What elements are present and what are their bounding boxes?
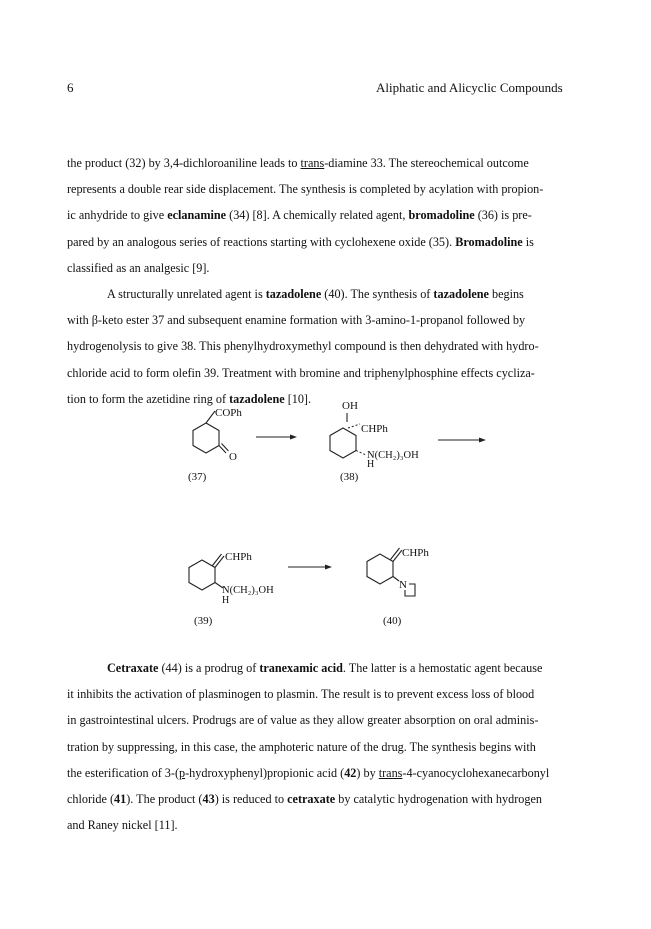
text-line: the product (32) by 3,4-dichloroaniline leads to trans-diamine 33. The stereochemical outcome [67,156,529,170]
text-line: in gastrointestinal ulcers. Prodrugs are of value as they allow greater absorption on oral adminis- [67,713,539,728]
bond [206,411,215,423]
compound-number: (40) [383,615,402,627]
text-line: chloride acid to form olefin 39. Treatment with bromine and triphenylphosphine effects cycliza- [67,365,535,380]
text-line: the esterification of 3-(p-hydroxyphenyl)propionic acid (42) by trans-4-cyanocyclohexanecarbonyl [67,765,550,780]
substituent-label: COPh [215,407,242,419]
text-line: pared by an analogous series of reactions starting with cyclohexene oxide (35). Bromadoline is [67,234,534,249]
double-bond [215,556,224,568]
substituent-label: CHPh [361,423,388,435]
text-line: classified as an analgesic [9]. [67,260,210,275]
oxygen-label: O [229,451,237,463]
text-line: it inhibits the activation of plasminogen to plasmin. The result is to prevent excess loss of blood [67,687,535,702]
hydrogen-label: H [222,595,230,606]
amine-label: N(CH₂)₃OH [367,450,419,461]
compound-38 [330,400,419,483]
text-line: with β-keto ester 37 and subsequent enamine formation with 3-amino-1-propanol followed by [67,313,526,328]
cyclohexane-ring [330,428,356,458]
compound-number: (39) [194,615,213,627]
cyclohexane-ring [189,560,215,590]
amine-label: N(CH₂)₃OH [222,585,274,596]
compound-37 [188,407,242,483]
cyclohexane-ring [193,423,219,453]
text-line: and Raney nickel [11]. [67,818,178,833]
text-line: represents a double rear side displacement. The synthesis is completed by acylation with propion- [67,182,544,197]
text-line: tration by suppressing, in this case, the amphoteric nature of the drug. The synthesis begins with [67,739,536,754]
running-title: Aliphatic and Alicyclic Compounds [376,80,563,95]
azetidine-nitrogen: N [399,579,407,591]
reaction-scheme [0,385,651,650]
double-bond [213,554,222,566]
arrowhead [479,438,486,443]
wedge-bond [356,451,366,456]
text-line: A structurally unrelated agent is tazadolene (40). The synthesis of tazadolene begins [107,287,524,301]
hydrogen-label: H [367,459,375,470]
compound-39 [189,551,274,627]
arrowhead [325,565,332,570]
paragraph-1 [67,150,587,281]
double-bond [393,550,402,562]
text-line: Cetraxate (44) is a prodrug of tranexamic acid. The latter is a hemostatic agent because [107,661,543,675]
double-bond [391,548,400,560]
text-line: chloride (41). The product (43) is reduced to cetraxate by catalytic hydrogenation with hydrogen [67,792,542,807]
cyclohexane-ring [367,554,393,584]
text-line: tion to form the azetidine ring of tazadolene [10]. [67,391,312,406]
compound-number: (38) [340,471,359,483]
page-number: 6 [67,80,74,95]
arrowhead [290,435,297,440]
substituent-label: CHPh [225,551,252,563]
paragraph-3 [67,655,587,838]
compound-number: (37) [188,471,207,483]
text-line: ic anhydride to give eclanamine (34) [8]. A chemically related agent, bromadoline (36) is pre- [67,208,532,223]
compound-40 [367,547,429,627]
wedge-bond [348,424,360,428]
substituent-label: CHPh [402,547,429,559]
hydroxyl-label: OH [342,400,358,412]
text-line: hydrogenolysis to give 38. This phenylhydroxymethyl compound is then dehydrated with hydro- [67,339,539,354]
